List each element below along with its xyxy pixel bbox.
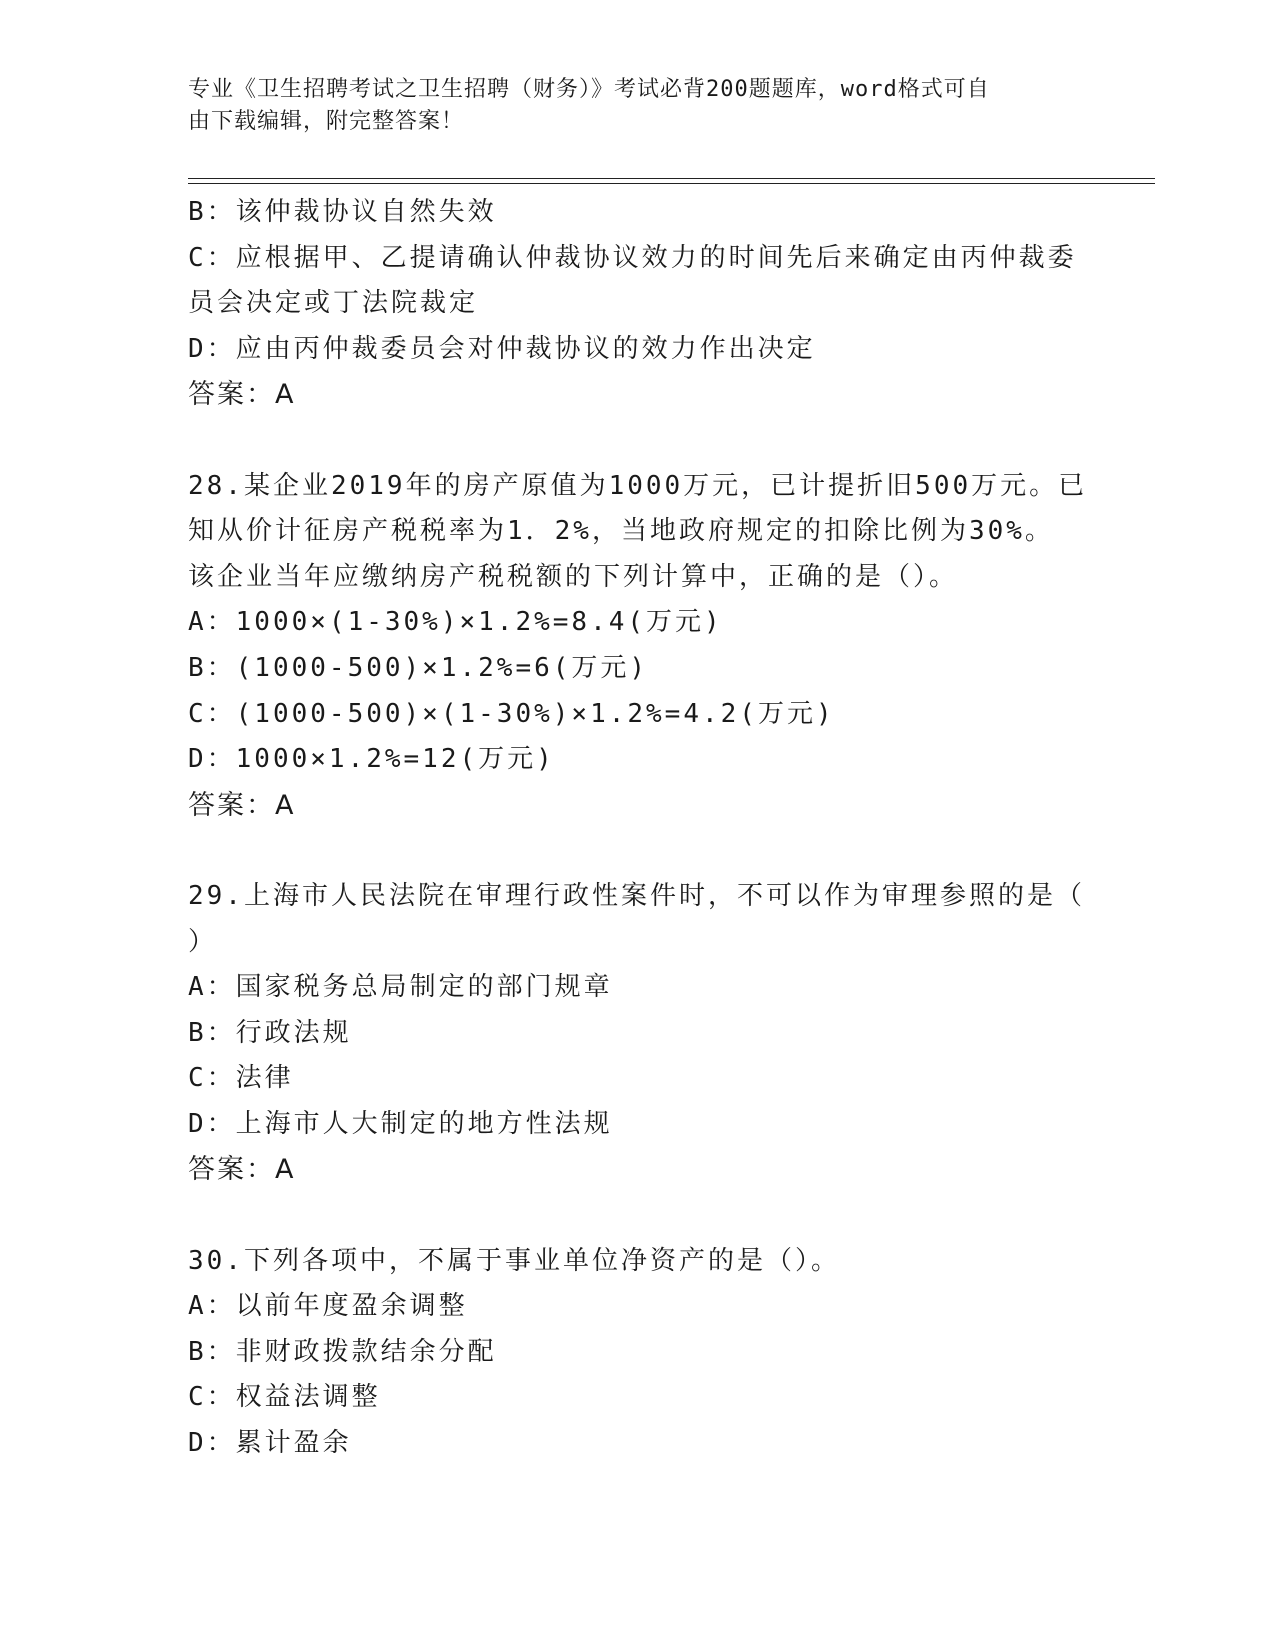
q28-answer: 答案：A <box>188 789 296 821</box>
question-body <box>188 190 1088 1467</box>
q28-option-a: A：1000×(1-30%)×1.2%=8.4(万元) <box>188 607 723 638</box>
q28-stem-line-3: 该企业当年应缴纳房产税税额的下列计算中，正确的是（）。 <box>188 561 959 592</box>
q29-option-b: B：行政法规 <box>188 1017 352 1048</box>
q30-option-a: A：以前年度盈余调整 <box>188 1291 468 1322</box>
q29-stem-line-1: 29.上海市人民法院在审理行政性案件时，不可以作为审理参照的是（ <box>188 880 1085 911</box>
header-rule-top <box>188 178 1155 179</box>
q30-stem-line-1: 30.下列各项中，不属于事业单位净资产的是（）。 <box>188 1245 840 1276</box>
q29-option-c: C：法律 <box>188 1063 294 1094</box>
q27-option-b: B：该仲裁协议自然失效 <box>188 197 497 227</box>
q28-option-b: B：(1000-500)×1.2%=6(万元) <box>188 652 649 683</box>
question-28 <box>188 464 1088 829</box>
question-30 <box>188 1239 1088 1467</box>
spacer <box>188 418 1088 464</box>
header-line-1: 专业《卫生招聘考试之卫生招聘（财务）》考试必背200题题库，word格式可自 <box>188 77 990 102</box>
question-29 <box>188 874 1088 1193</box>
document-header <box>188 74 1088 138</box>
spacer <box>188 1193 1088 1239</box>
q30-option-b: B：非财政拨款结余分配 <box>188 1336 497 1367</box>
q27-option-c-line-2: 员会决定或丁法院裁定 <box>188 288 479 319</box>
header-rule-bottom <box>188 183 1155 184</box>
q28-option-c: C：(1000-500)×(1-30%)×1.2%=4.2(万元) <box>188 698 835 729</box>
spacer <box>188 828 1088 874</box>
q30-option-c: C：权益法调整 <box>188 1382 381 1413</box>
q28-stem-line-1: 28.某企业2019年的房产原值为1000万元，已计提折旧500万元。已 <box>188 470 1088 501</box>
q27-option-d: D：应由丙仲裁委员会对仲裁协议的效力作出决定 <box>188 333 816 364</box>
header-line-2: 由下载编辑，附完整答案！ <box>188 109 465 134</box>
q29-stem-line-2: ） <box>188 926 218 957</box>
q29-answer: 答案：A <box>188 1154 296 1186</box>
q28-stem-line-2: 知从价计征房产税税率为1．2%，当地政府规定的扣除比例为30%。 <box>188 516 1054 547</box>
q27-option-c-line-1: C：应根据甲、乙提请确认仲裁协议效力的时间先后来确定由丙仲裁委 <box>188 242 1077 273</box>
q29-option-d: D：上海市人大制定的地方性法规 <box>188 1108 613 1139</box>
q27-answer: 答案：A <box>188 379 296 411</box>
q29-option-a: A：国家税务总局制定的部门规章 <box>188 972 613 1003</box>
q28-option-d: D：1000×1.2%=12(万元) <box>188 744 555 775</box>
question-27-tail <box>188 190 1088 418</box>
q30-option-d: D：累计盈余 <box>188 1428 352 1459</box>
